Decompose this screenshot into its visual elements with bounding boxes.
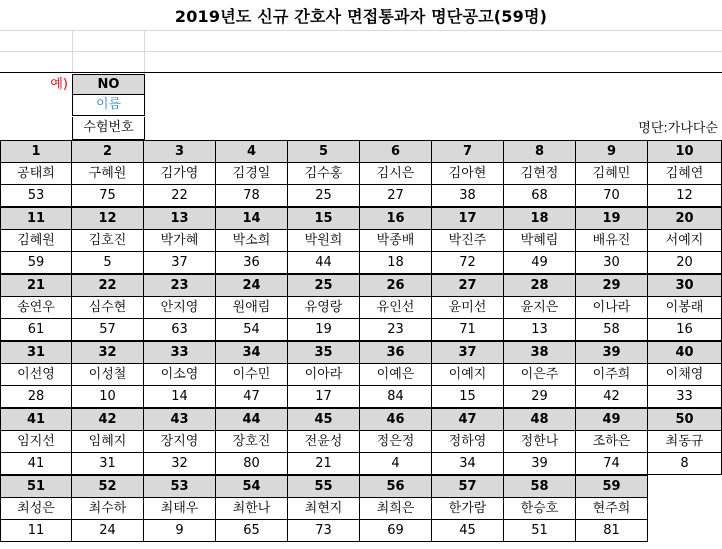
candidate-exam: 74	[576, 453, 648, 475]
candidate-no: 50	[648, 408, 722, 431]
candidate-name: 이선영	[0, 364, 72, 386]
candidate-name: 최동규	[648, 431, 722, 453]
candidate-exam: 57	[72, 319, 144, 341]
example-exam-label: 수험번호	[72, 117, 145, 140]
candidate-name: 박혜림	[504, 230, 576, 252]
candidate-name: 최수하	[72, 498, 144, 520]
candidate-name: 원애림	[216, 297, 288, 319]
candidate-name: 최현지	[288, 498, 360, 520]
candidate-no: 30	[648, 274, 722, 297]
candidate-no: 15	[288, 207, 360, 230]
candidate-no: 18	[504, 207, 576, 230]
candidate-exam: 9	[144, 520, 216, 542]
candidate-no: 36	[360, 341, 432, 364]
candidate-no: 43	[144, 408, 216, 431]
candidate-exam: 78	[216, 185, 288, 207]
candidate-name: 이봉래	[648, 297, 722, 319]
candidate-name: 이예지	[432, 364, 504, 386]
candidate-exam: 39	[504, 453, 576, 475]
candidate-exam: 44	[288, 252, 360, 274]
candidate-exam: 23	[360, 319, 432, 341]
candidate-exam: 16	[648, 319, 722, 341]
candidate-no: 25	[288, 274, 360, 297]
candidate-exam: 81	[576, 520, 648, 542]
candidate-no: 6	[360, 140, 432, 163]
candidate-exam: 8	[648, 453, 722, 475]
candidate-no: 27	[432, 274, 504, 297]
candidate-no: 46	[360, 408, 432, 431]
candidate-no: 35	[288, 341, 360, 364]
candidate-exam: 38	[432, 185, 504, 207]
gridline	[0, 30, 722, 31]
candidate-exam: 41	[0, 453, 72, 475]
candidate-name: 이채영	[648, 364, 722, 386]
candidate-no: 51	[0, 475, 72, 498]
candidate-no: 19	[576, 207, 648, 230]
candidate-name: 윤미선	[432, 297, 504, 319]
candidate-name: 김가영	[144, 163, 216, 185]
candidate-name: 조하은	[576, 431, 648, 453]
candidate-no: 8	[504, 140, 576, 163]
candidate-name: 김아현	[432, 163, 504, 185]
candidate-exam: 84	[360, 386, 432, 408]
candidate-no: 11	[0, 207, 72, 230]
candidate-name: 최성은	[0, 498, 72, 520]
candidate-name: 김혜원	[0, 230, 72, 252]
candidate-name: 안지영	[144, 297, 216, 319]
candidate-name: 최태우	[144, 498, 216, 520]
candidate-no: 57	[432, 475, 504, 498]
candidate-name: 이수민	[216, 364, 288, 386]
candidate-name: 김혜연	[648, 163, 722, 185]
candidate-exam: 14	[144, 386, 216, 408]
candidate-name: 한가람	[432, 498, 504, 520]
candidate-name: 전윤성	[288, 431, 360, 453]
candidate-no: 54	[216, 475, 288, 498]
candidate-exam: 29	[504, 386, 576, 408]
candidate-no: 26	[360, 274, 432, 297]
candidate-exam: 12	[648, 185, 722, 207]
candidate-name: 윤지은	[504, 297, 576, 319]
candidate-exam: 37	[144, 252, 216, 274]
candidate-no: 24	[216, 274, 288, 297]
candidate-exam: 18	[360, 252, 432, 274]
candidate-exam: 19	[288, 319, 360, 341]
candidate-exam: 61	[0, 319, 72, 341]
candidate-no: 40	[648, 341, 722, 364]
candidate-name: 구혜원	[72, 163, 144, 185]
gridline	[144, 30, 145, 72]
candidate-no: 21	[0, 274, 72, 297]
candidate-exam: 70	[576, 185, 648, 207]
candidate-exam: 31	[72, 453, 144, 475]
candidate-exam: 58	[576, 319, 648, 341]
candidate-name: 박진주	[432, 230, 504, 252]
candidate-name: 김혜민	[576, 163, 648, 185]
candidate-no: 12	[72, 207, 144, 230]
candidate-exam: 4	[360, 453, 432, 475]
candidate-name: 장호진	[216, 431, 288, 453]
candidate-no: 3	[144, 140, 216, 163]
candidate-exam: 75	[72, 185, 144, 207]
candidate-no: 44	[216, 408, 288, 431]
candidate-no: 28	[504, 274, 576, 297]
candidate-exam: 28	[0, 386, 72, 408]
candidate-no: 13	[144, 207, 216, 230]
candidate-no: 17	[432, 207, 504, 230]
candidate-no: 23	[144, 274, 216, 297]
candidate-exam: 10	[72, 386, 144, 408]
candidate-no: 4	[216, 140, 288, 163]
candidate-exam: 47	[216, 386, 288, 408]
candidate-name: 한승호	[504, 498, 576, 520]
candidate-no: 14	[216, 207, 288, 230]
candidate-no: 20	[648, 207, 722, 230]
candidate-exam: 20	[648, 252, 722, 274]
example-no-label: NO	[72, 74, 145, 95]
candidate-name: 서예지	[648, 230, 722, 252]
candidate-name: 이예은	[360, 364, 432, 386]
candidate-no: 22	[72, 274, 144, 297]
candidate-exam: 27	[360, 185, 432, 207]
candidate-exam: 42	[576, 386, 648, 408]
gridline	[72, 30, 73, 72]
candidate-name: 공태희	[0, 163, 72, 185]
candidate-no: 32	[72, 341, 144, 364]
candidate-exam: 63	[144, 319, 216, 341]
candidate-name: 박가혜	[144, 230, 216, 252]
candidate-name: 이은주	[504, 364, 576, 386]
candidate-name: 최한나	[216, 498, 288, 520]
candidate-name: 배유진	[576, 230, 648, 252]
candidate-exam: 71	[432, 319, 504, 341]
candidate-no: 34	[216, 341, 288, 364]
candidate-exam: 45	[432, 520, 504, 542]
candidate-no: 38	[504, 341, 576, 364]
candidate-name: 김현정	[504, 163, 576, 185]
candidate-no: 42	[72, 408, 144, 431]
candidate-no: 49	[576, 408, 648, 431]
order-note: 명단:가나다순	[638, 121, 718, 136]
candidate-no: 59	[576, 475, 648, 498]
candidate-exam: 21	[288, 453, 360, 475]
candidate-no: 9	[576, 140, 648, 163]
candidate-exam: 49	[504, 252, 576, 274]
candidate-exam: 72	[432, 252, 504, 274]
candidate-no: 10	[648, 140, 722, 163]
divider	[0, 72, 722, 73]
candidate-exam: 53	[0, 185, 72, 207]
candidate-exam: 22	[144, 185, 216, 207]
candidate-name: 이성철	[72, 364, 144, 386]
candidate-no: 47	[432, 408, 504, 431]
candidate-no: 41	[0, 408, 72, 431]
candidate-no: 45	[288, 408, 360, 431]
candidate-name: 박원희	[288, 230, 360, 252]
candidate-exam: 15	[432, 386, 504, 408]
candidate-no: 1	[0, 140, 72, 163]
candidate-name: 김호진	[72, 230, 144, 252]
candidate-exam: 25	[288, 185, 360, 207]
candidate-no: 53	[144, 475, 216, 498]
candidate-exam: 32	[144, 453, 216, 475]
example-name-label: 이름	[72, 95, 145, 116]
candidate-exam: 59	[0, 252, 72, 274]
candidate-exam: 5	[72, 252, 144, 274]
candidate-exam: 13	[504, 319, 576, 341]
candidate-no: 48	[504, 408, 576, 431]
candidate-name: 정은정	[360, 431, 432, 453]
candidate-no: 37	[432, 341, 504, 364]
candidate-no: 7	[432, 140, 504, 163]
candidate-exam: 65	[216, 520, 288, 542]
candidate-name: 유영랑	[288, 297, 360, 319]
candidate-no: 55	[288, 475, 360, 498]
candidate-name: 임지선	[0, 431, 72, 453]
candidate-name: 장지영	[144, 431, 216, 453]
candidate-exam: 73	[288, 520, 360, 542]
candidate-no: 2	[72, 140, 144, 163]
candidate-name: 이아라	[288, 364, 360, 386]
candidate-no: 16	[360, 207, 432, 230]
example-mark: 예)	[50, 77, 68, 92]
candidate-name: 김시은	[360, 163, 432, 185]
gridline	[0, 51, 722, 52]
candidate-exam: 11	[0, 520, 72, 542]
candidate-exam: 36	[216, 252, 288, 274]
candidate-exam: 68	[504, 185, 576, 207]
candidate-name: 정하영	[432, 431, 504, 453]
page-title: 2019년도 신규 간호사 면접통과자 명단공고(59명)	[174, 6, 548, 26]
candidate-name: 현주희	[576, 498, 648, 520]
candidate-name: 정한나	[504, 431, 576, 453]
candidate-name: 이나라	[576, 297, 648, 319]
candidate-exam: 17	[288, 386, 360, 408]
candidate-exam: 30	[576, 252, 648, 274]
candidate-name: 김수홍	[288, 163, 360, 185]
candidate-no: 39	[576, 341, 648, 364]
candidate-name: 이소영	[144, 364, 216, 386]
candidate-no: 31	[0, 341, 72, 364]
candidate-name: 심수현	[72, 297, 144, 319]
candidate-name: 박종배	[360, 230, 432, 252]
candidate-no: 58	[504, 475, 576, 498]
candidate-exam: 24	[72, 520, 144, 542]
candidate-no: 5	[288, 140, 360, 163]
candidate-name: 최희은	[360, 498, 432, 520]
candidate-exam: 33	[648, 386, 722, 408]
candidate-no: 56	[360, 475, 432, 498]
candidate-exam: 54	[216, 319, 288, 341]
candidate-exam: 51	[504, 520, 576, 542]
candidate-name: 박소희	[216, 230, 288, 252]
candidate-no: 29	[576, 274, 648, 297]
candidate-exam: 34	[432, 453, 504, 475]
candidate-no: 33	[144, 341, 216, 364]
candidate-name: 송연우	[0, 297, 72, 319]
candidate-exam: 80	[216, 453, 288, 475]
candidate-exam: 69	[360, 520, 432, 542]
candidate-name: 유인선	[360, 297, 432, 319]
candidate-name: 이주희	[576, 364, 648, 386]
candidate-name: 임혜지	[72, 431, 144, 453]
candidate-name: 김경일	[216, 163, 288, 185]
candidate-no: 52	[72, 475, 144, 498]
